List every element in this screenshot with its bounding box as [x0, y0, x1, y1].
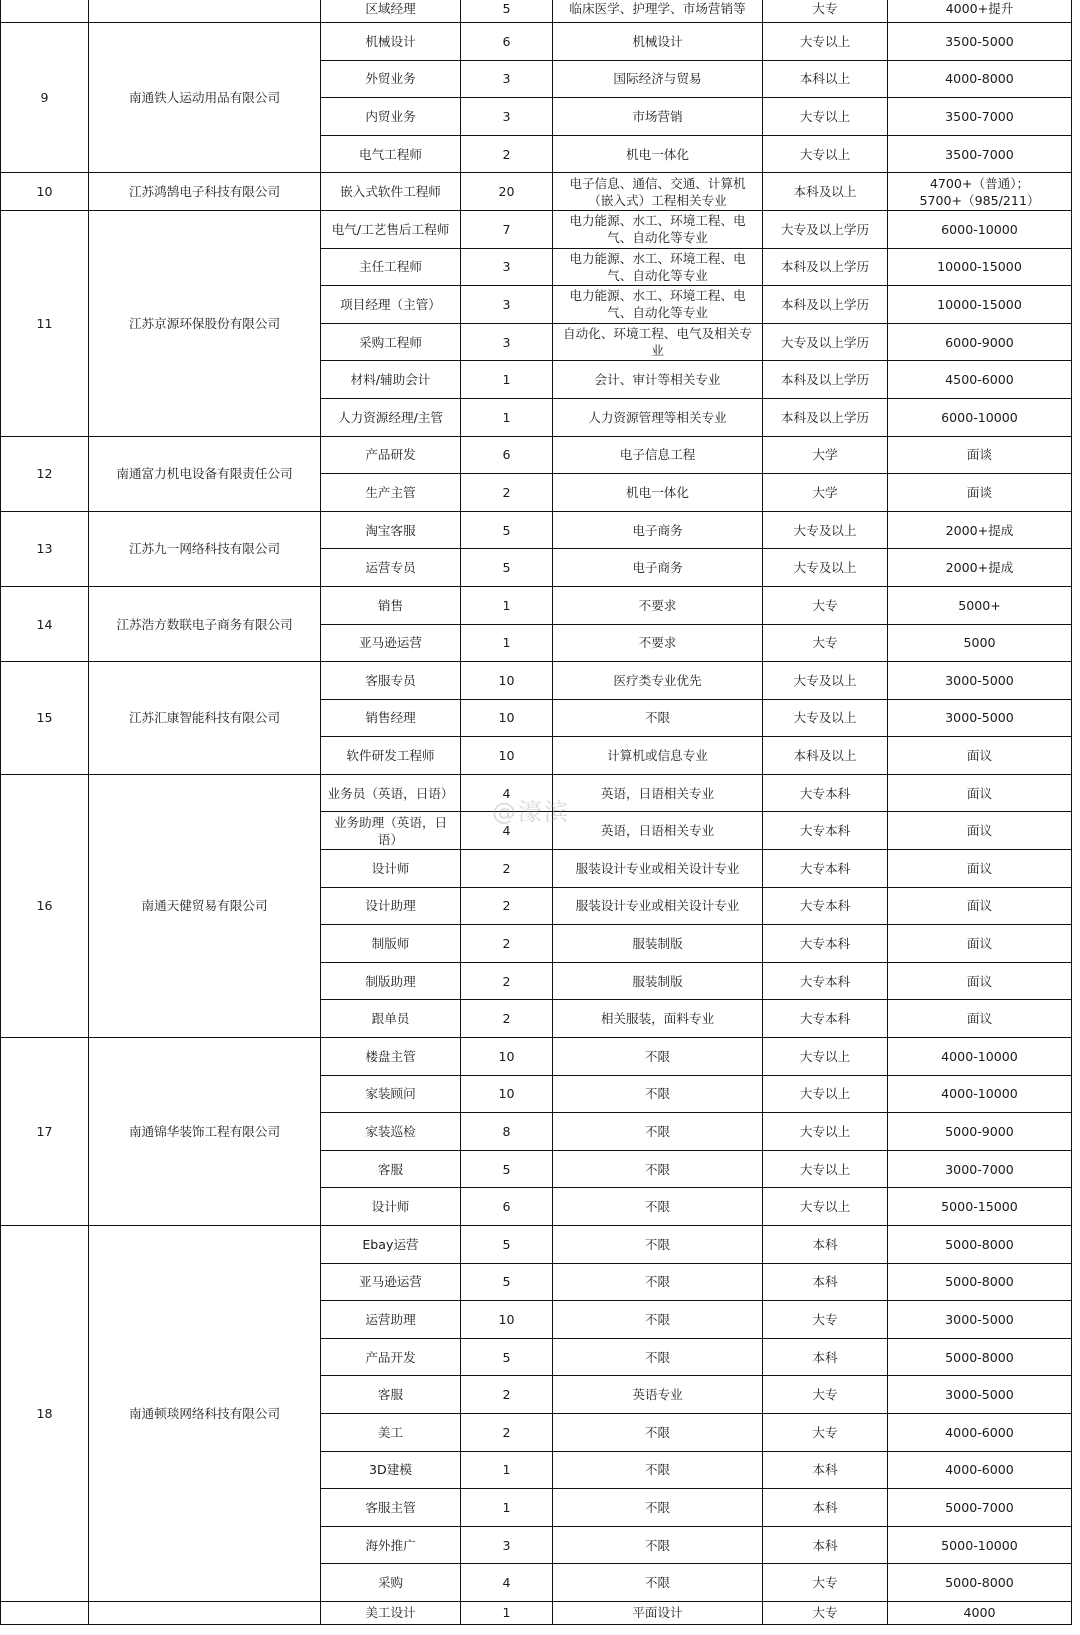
job-title-cell: 人力资源经理/主管	[321, 398, 461, 436]
job-title-cell: 产品开发	[321, 1338, 461, 1376]
company-name-cell: 江苏京源环保股份有限公司	[89, 210, 321, 436]
education-cell: 本科及以上学历	[763, 286, 888, 324]
education-cell: 本科及以上学历	[763, 361, 888, 399]
major-cell: 不限	[553, 1038, 763, 1076]
job-title-cell: 家装巡检	[321, 1113, 461, 1151]
salary-cell: 6000-10000	[888, 210, 1072, 248]
company-number-cell: 9	[1, 23, 89, 173]
headcount-cell: 2	[461, 1413, 553, 1451]
major-cell: 电子商务	[553, 549, 763, 587]
table-row	[1, 436, 1072, 474]
job-title-cell: 设计师	[321, 1188, 461, 1226]
headcount-cell: 5	[461, 1263, 553, 1301]
headcount-cell: 2	[461, 1376, 553, 1414]
job-title-cell: 材料/辅助会计	[321, 361, 461, 399]
salary-cell: 4000	[888, 1601, 1072, 1624]
major-cell: 不限	[553, 1338, 763, 1376]
education-cell: 本科	[763, 1451, 888, 1489]
major-cell: 不限	[553, 1564, 763, 1602]
major-cell: 电力能源、水工、环境工程、电气、自动化等专业	[553, 210, 763, 248]
job-title-cell: 设计师	[321, 850, 461, 888]
major-cell: 自动化、环境工程、电气及相关专业	[553, 323, 763, 361]
education-cell: 大专	[763, 586, 888, 624]
education-cell: 大专	[763, 1376, 888, 1414]
major-cell: 临床医学、护理学、市场营销等	[553, 0, 763, 23]
major-cell: 电力能源、水工、环境工程、电气、自动化等专业	[553, 248, 763, 286]
job-title-cell: 美工	[321, 1413, 461, 1451]
salary-cell: 面议	[888, 812, 1072, 850]
job-title-cell: 客服	[321, 1376, 461, 1414]
education-cell: 大学	[763, 474, 888, 512]
job-title-cell: 制版师	[321, 925, 461, 963]
education-cell: 大专以上	[763, 1150, 888, 1188]
headcount-cell: 10	[461, 1075, 553, 1113]
major-cell: 不要求	[553, 586, 763, 624]
education-cell: 大学	[763, 436, 888, 474]
job-title-cell: 内贸业务	[321, 98, 461, 136]
major-cell: 会计、审计等相关专业	[553, 361, 763, 399]
table-row	[1, 511, 1072, 549]
education-cell: 大专以上	[763, 98, 888, 136]
education-cell: 大专本科	[763, 812, 888, 850]
company-name-cell: 南通铁人运动用品有限公司	[89, 23, 321, 173]
company-name-cell: 江苏浩方数联电子商务有限公司	[89, 586, 321, 661]
table-row	[1, 1601, 1072, 1624]
job-title-cell: 客服专员	[321, 662, 461, 700]
company-name-cell: 南通富力机电设备有限责任公司	[89, 436, 321, 511]
company-number-cell: 12	[1, 436, 89, 511]
headcount-cell: 2	[461, 850, 553, 888]
education-cell: 大专	[763, 1564, 888, 1602]
job-title-cell: 业务员（英语，日语）	[321, 774, 461, 812]
company-name-cell: 南通顿琰网络科技有限公司	[89, 1226, 321, 1602]
major-cell: 不要求	[553, 624, 763, 662]
major-cell: 不限	[553, 1150, 763, 1188]
headcount-cell: 5	[461, 511, 553, 549]
salary-cell: 5000-8000	[888, 1338, 1072, 1376]
salary-cell: 5000	[888, 624, 1072, 662]
education-cell: 本科以上	[763, 60, 888, 98]
job-title-cell: 主任工程师	[321, 248, 461, 286]
job-title-cell: 客服主管	[321, 1489, 461, 1527]
education-cell: 大专以上	[763, 1075, 888, 1113]
major-cell: 电子商务	[553, 511, 763, 549]
salary-cell: 面谈	[888, 436, 1072, 474]
education-cell: 大专本科	[763, 850, 888, 888]
job-title-cell: 产品研发	[321, 436, 461, 474]
salary-cell: 面议	[888, 925, 1072, 963]
company-number-cell: 16	[1, 774, 89, 1037]
job-title-cell: 运营专员	[321, 549, 461, 587]
table-row	[1, 1226, 1072, 1264]
headcount-cell: 5	[461, 1150, 553, 1188]
job-title-cell: 区域经理	[321, 0, 461, 23]
company-name-cell	[89, 1601, 321, 1624]
job-title-cell: 家装顾问	[321, 1075, 461, 1113]
company-number-cell: 14	[1, 586, 89, 661]
company-number-cell	[1, 0, 89, 23]
education-cell: 大专及以上	[763, 511, 888, 549]
salary-cell: 2000+提成	[888, 549, 1072, 587]
major-cell: 电力能源、水工、环境工程、电气、自动化等专业	[553, 286, 763, 324]
salary-cell: 5000-15000	[888, 1188, 1072, 1226]
company-number-cell: 18	[1, 1226, 89, 1602]
job-title-cell: 电气工程师	[321, 135, 461, 173]
major-cell: 国际经济与贸易	[553, 60, 763, 98]
major-cell: 服装制版	[553, 925, 763, 963]
headcount-cell: 6	[461, 23, 553, 61]
company-number-cell	[1, 1601, 89, 1624]
major-cell: 英语，日语相关专业	[553, 812, 763, 850]
salary-cell: 面议	[888, 774, 1072, 812]
major-cell: 医疗类专业优先	[553, 662, 763, 700]
table-row	[1, 586, 1072, 624]
education-cell: 大专本科	[763, 962, 888, 1000]
headcount-cell: 10	[461, 737, 553, 775]
education-cell: 大专本科	[763, 1000, 888, 1038]
education-cell: 本科及以上	[763, 173, 888, 211]
headcount-cell: 20	[461, 173, 553, 211]
table-row	[1, 210, 1072, 248]
education-cell: 大专	[763, 1301, 888, 1339]
education-cell: 大专以上	[763, 23, 888, 61]
job-title-cell: 制版助理	[321, 962, 461, 1000]
headcount-cell: 1	[461, 1451, 553, 1489]
education-cell: 大专及以上	[763, 549, 888, 587]
job-title-cell: 嵌入式软件工程师	[321, 173, 461, 211]
table-row	[1, 662, 1072, 700]
job-title-cell: 销售经理	[321, 699, 461, 737]
major-cell: 服装设计专业或相关设计专业	[553, 887, 763, 925]
education-cell: 本科及以上	[763, 737, 888, 775]
company-number-cell: 11	[1, 210, 89, 436]
major-cell: 不限	[553, 1263, 763, 1301]
salary-cell: 3500-5000	[888, 23, 1072, 61]
headcount-cell: 3	[461, 60, 553, 98]
company-name-cell: 南通锦华装饰工程有限公司	[89, 1038, 321, 1226]
education-cell: 大专以上	[763, 135, 888, 173]
salary-cell: 面议	[888, 737, 1072, 775]
headcount-cell: 3	[461, 323, 553, 361]
headcount-cell: 1	[461, 398, 553, 436]
headcount-cell: 2	[461, 135, 553, 173]
education-cell: 大专本科	[763, 925, 888, 963]
job-title-cell: 项目经理（主管）	[321, 286, 461, 324]
headcount-cell: 4	[461, 1564, 553, 1602]
job-title-cell: 电气/工艺售后工程师	[321, 210, 461, 248]
major-cell: 计算机或信息专业	[553, 737, 763, 775]
job-title-cell: 生产主管	[321, 474, 461, 512]
education-cell: 本科	[763, 1489, 888, 1527]
salary-cell: 5000-7000	[888, 1489, 1072, 1527]
job-title-cell: 业务助理（英语，日语）	[321, 812, 461, 850]
salary-cell: 3500-7000	[888, 135, 1072, 173]
major-cell: 服装制版	[553, 962, 763, 1000]
headcount-cell: 1	[461, 361, 553, 399]
company-name-cell: 南通天健贸易有限公司	[89, 774, 321, 1037]
education-cell: 大专及以上	[763, 699, 888, 737]
headcount-cell: 7	[461, 210, 553, 248]
salary-cell: 5000-10000	[888, 1526, 1072, 1564]
salary-cell: 3500-7000	[888, 98, 1072, 136]
salary-cell: 5000-8000	[888, 1226, 1072, 1264]
headcount-cell: 2	[461, 925, 553, 963]
major-cell: 机电一体化	[553, 474, 763, 512]
company-name-cell: 江苏汇康智能科技有限公司	[89, 662, 321, 775]
salary-cell: 4000+提升	[888, 0, 1072, 23]
salary-cell: 3000-5000	[888, 699, 1072, 737]
headcount-cell: 2	[461, 887, 553, 925]
major-cell: 市场营销	[553, 98, 763, 136]
company-number-cell: 13	[1, 511, 89, 586]
salary-cell: 面议	[888, 962, 1072, 1000]
headcount-cell: 5	[461, 1226, 553, 1264]
headcount-cell: 1	[461, 586, 553, 624]
headcount-cell: 10	[461, 1301, 553, 1339]
job-table-body	[1, 0, 1072, 1624]
education-cell: 本科	[763, 1226, 888, 1264]
job-title-cell: Ebay运营	[321, 1226, 461, 1264]
education-cell: 大专	[763, 624, 888, 662]
education-cell: 本科及以上学历	[763, 248, 888, 286]
table-row	[1, 1038, 1072, 1076]
salary-cell: 面议	[888, 887, 1072, 925]
salary-cell: 面议	[888, 1000, 1072, 1038]
major-cell: 服装设计专业或相关设计专业	[553, 850, 763, 888]
major-cell: 不限	[553, 1526, 763, 1564]
education-cell: 本科	[763, 1263, 888, 1301]
major-cell: 不限	[553, 1113, 763, 1151]
education-cell: 大专及以上学历	[763, 323, 888, 361]
major-cell: 不限	[553, 1413, 763, 1451]
job-title-cell: 亚马逊运营	[321, 1263, 461, 1301]
major-cell: 电子信息、通信、交通、计算机（嵌入式）工程相关专业	[553, 173, 763, 211]
major-cell: 不限	[553, 1188, 763, 1226]
salary-cell: 3000-7000	[888, 1150, 1072, 1188]
company-number-cell: 15	[1, 662, 89, 775]
table-row	[1, 0, 1072, 23]
salary-cell: 10000-15000	[888, 248, 1072, 286]
salary-cell: 4700+（普通）；5700+（985/211）	[888, 173, 1072, 211]
salary-cell: 4500-6000	[888, 361, 1072, 399]
major-cell: 不限	[553, 1489, 763, 1527]
major-cell: 英语，日语相关专业	[553, 774, 763, 812]
major-cell: 不限	[553, 1075, 763, 1113]
salary-cell: 2000+提成	[888, 511, 1072, 549]
salary-cell: 3000-5000	[888, 1376, 1072, 1414]
education-cell: 本科	[763, 1526, 888, 1564]
headcount-cell: 10	[461, 699, 553, 737]
company-number-cell: 10	[1, 173, 89, 211]
major-cell: 平面设计	[553, 1601, 763, 1624]
job-title-cell: 海外推广	[321, 1526, 461, 1564]
headcount-cell: 10	[461, 1038, 553, 1076]
job-title-cell: 美工设计	[321, 1601, 461, 1624]
salary-cell: 5000-8000	[888, 1564, 1072, 1602]
education-cell: 大专	[763, 0, 888, 23]
major-cell: 不限	[553, 1451, 763, 1489]
salary-cell: 6000-10000	[888, 398, 1072, 436]
headcount-cell: 1	[461, 1489, 553, 1527]
salary-cell: 面议	[888, 850, 1072, 888]
job-title-cell: 采购	[321, 1564, 461, 1602]
job-title-cell: 设计助理	[321, 887, 461, 925]
education-cell: 大专以上	[763, 1038, 888, 1076]
job-title-cell: 采购工程师	[321, 323, 461, 361]
education-cell: 大专以上	[763, 1113, 888, 1151]
education-cell: 大专本科	[763, 887, 888, 925]
major-cell: 相关服装，面料专业	[553, 1000, 763, 1038]
salary-cell: 5000+	[888, 586, 1072, 624]
job-title-cell: 淘宝客服	[321, 511, 461, 549]
company-number-cell: 17	[1, 1038, 89, 1226]
salary-cell: 4000-10000	[888, 1075, 1072, 1113]
headcount-cell: 2	[461, 962, 553, 1000]
major-cell: 机电一体化	[553, 135, 763, 173]
major-cell: 不限	[553, 1226, 763, 1264]
major-cell: 人力资源管理等相关专业	[553, 398, 763, 436]
company-name-cell: 江苏九一网络科技有限公司	[89, 511, 321, 586]
headcount-cell: 2	[461, 474, 553, 512]
major-cell: 机械设计	[553, 23, 763, 61]
major-cell: 不限	[553, 699, 763, 737]
salary-cell: 4000-8000	[888, 60, 1072, 98]
headcount-cell: 8	[461, 1113, 553, 1151]
education-cell: 大专	[763, 1601, 888, 1624]
table-row	[1, 774, 1072, 812]
job-title-cell: 3D建模	[321, 1451, 461, 1489]
job-title-cell: 楼盘主管	[321, 1038, 461, 1076]
major-cell: 不限	[553, 1301, 763, 1339]
headcount-cell: 4	[461, 774, 553, 812]
job-title-cell: 外贸业务	[321, 60, 461, 98]
headcount-cell: 6	[461, 436, 553, 474]
headcount-cell: 3	[461, 1526, 553, 1564]
job-title-cell: 销售	[321, 586, 461, 624]
job-title-cell: 跟单员	[321, 1000, 461, 1038]
company-name-cell: 江苏鸿鹄电子科技有限公司	[89, 173, 321, 211]
education-cell: 大专本科	[763, 774, 888, 812]
headcount-cell: 5	[461, 1338, 553, 1376]
table-row	[1, 173, 1072, 211]
headcount-cell: 3	[461, 248, 553, 286]
education-cell: 大专及以上	[763, 662, 888, 700]
salary-cell: 面谈	[888, 474, 1072, 512]
salary-cell: 3000-5000	[888, 1301, 1072, 1339]
education-cell: 大专及以上学历	[763, 210, 888, 248]
salary-cell: 4000-10000	[888, 1038, 1072, 1076]
company-name-cell	[89, 0, 321, 23]
headcount-cell: 2	[461, 1000, 553, 1038]
table-row	[1, 23, 1072, 61]
salary-cell: 6000-9000	[888, 323, 1072, 361]
education-cell: 本科	[763, 1338, 888, 1376]
headcount-cell: 5	[461, 0, 553, 23]
salary-cell: 4000-6000	[888, 1413, 1072, 1451]
headcount-cell: 3	[461, 286, 553, 324]
headcount-cell: 3	[461, 98, 553, 136]
education-cell: 大专以上	[763, 1188, 888, 1226]
salary-cell: 10000-15000	[888, 286, 1072, 324]
major-cell: 英语专业	[553, 1376, 763, 1414]
salary-cell: 3000-5000	[888, 662, 1072, 700]
job-title-cell: 软件研发工程师	[321, 737, 461, 775]
headcount-cell: 4	[461, 812, 553, 850]
major-cell: 电子信息工程	[553, 436, 763, 474]
headcount-cell: 5	[461, 549, 553, 587]
headcount-cell: 10	[461, 662, 553, 700]
education-cell: 大专	[763, 1413, 888, 1451]
job-title-cell: 客服	[321, 1150, 461, 1188]
watermark: @濠滨	[492, 798, 570, 826]
salary-cell: 4000-6000	[888, 1451, 1072, 1489]
job-title-cell: 运营助理	[321, 1301, 461, 1339]
headcount-cell: 1	[461, 624, 553, 662]
education-cell: 本科及以上学历	[763, 398, 888, 436]
job-title-cell: 亚马逊运营	[321, 624, 461, 662]
salary-cell: 5000-8000	[888, 1263, 1072, 1301]
headcount-cell: 1	[461, 1601, 553, 1624]
job-title-cell: 机械设计	[321, 23, 461, 61]
salary-cell: 5000-9000	[888, 1113, 1072, 1151]
headcount-cell: 6	[461, 1188, 553, 1226]
